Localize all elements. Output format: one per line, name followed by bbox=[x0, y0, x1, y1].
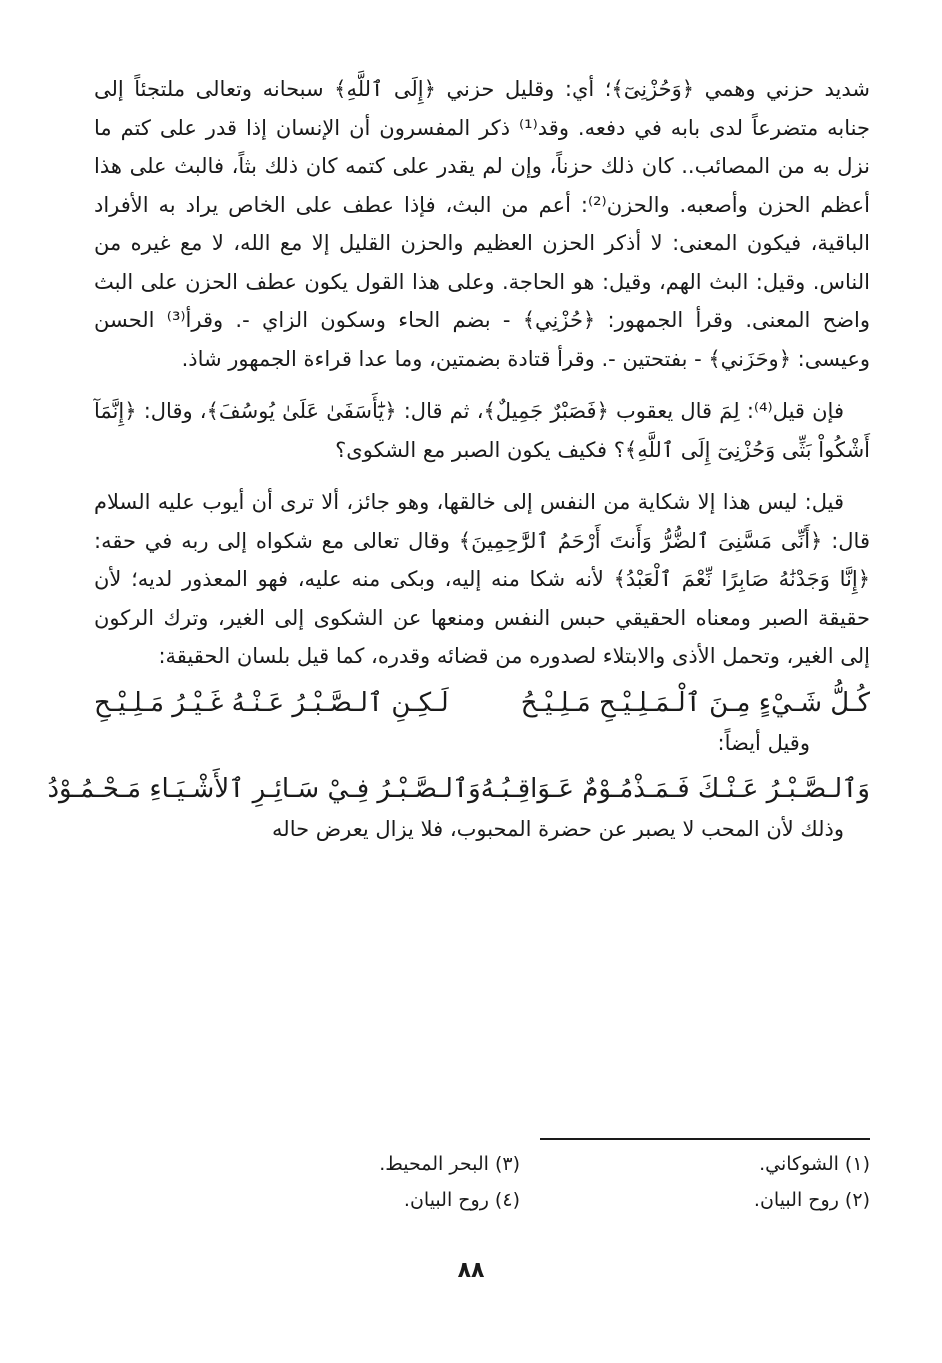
verse-2-first-hemistich: وَٱلـصَّـبْـرُ عَـنْـكَ فَـمَـذْمُـوْمٌ عَـوَاقِـبُـهُ bbox=[480, 773, 870, 804]
footnote-separator bbox=[540, 1138, 870, 1140]
verse-1-first-hemistich: كُـلُّ شَـيْءٍ مِـنَ ٱلْـمَـلِـيْـحِ مَـلِـيْـحُ bbox=[520, 687, 870, 718]
paragraph-3: قيل: ليس هذا إلا شكاية من النفس إلى خالقها، وهو جائز، ألا ترى أن أيوب عليه السلام قال: ﴿أَنِّى مَسَّنِىَ ٱلضُّرُّ وَأَنتَ أَرْحَمُ ٱلرَّٰحِمِينَ﴾ وقال تعالى مع شكواه إلى ربه في حقه: ﴿إِنَّا وَجَدْنَٰهُ صَابِرًا نِّعْمَ ٱلْعَبْدُ﴾ لأنه شكا منه إليه، وبكى منه عليه، فهو المعذور لديه؛ لأن حقيقة الصبر ومعناه الحقيقي حبس النفس ومنعها عن الشكوى إلى الغير، وترك الركون إلى الغير، وتحمل الأذى والابتلاء لصدوره من قضائه وقدره، كما قيل بلسان الحقيقة: bbox=[94, 490, 870, 668]
verse-2-second-hemistich: وَٱلـصَّـبْـرُ فِـيْ سَـائِـرِ ٱلأَشْـيَـاءِ مَـحْـمُـوْدُ bbox=[47, 773, 481, 804]
footnote-3: (٣) البحر المحيط. bbox=[379, 1153, 520, 1175]
verse-1-second-hemistich: لَـكِـنِ ٱلـصَّـبْـرُ عَـنْـهُ غَـيْـرُ مَـلِـيْـحِ bbox=[94, 687, 449, 718]
footnote-1: (١) الشوكاني. bbox=[759, 1153, 870, 1175]
poem-verse-2 bbox=[47, 768, 870, 810]
verse-2-intro: وقيل أيضاً: bbox=[717, 730, 810, 755]
closing-line: وذلك لأن المحب لا يصبر عن حضرة المحبوب، فلا يزال يعرض حاله bbox=[272, 816, 844, 841]
page-number: ٨٨ bbox=[457, 1258, 485, 1283]
footnote-4: (٤) روح البيان. bbox=[403, 1189, 520, 1211]
page-body bbox=[47, 70, 870, 848]
footnote-2: (٢) روح البيان. bbox=[753, 1189, 870, 1211]
paragraph-2: فإن قيل⁽⁴⁾: لِمَ قال يعقوب ﴿فَصَبْرٌ جَمِيلٌ﴾، ثم قال: ﴿يَٰٓأَسَفَىٰ عَلَىٰ يُوسُفَ﴾، وقال: ﴿إِنَّمَآ أَشْكُواْ بَثِّى وَحُزْنِىٓ إِلَى ٱللَّهِ﴾؟ فكيف يكون الصبر مع الشكوى؟ bbox=[94, 399, 870, 462]
paragraph-1: شديد حزني وهمي ﴿وَحُزْنِىٓ﴾؛ أي: وقليل حزني ﴿إِلَى ٱللَّهِ﴾ سبحانه وتعالى ملتجئاً إلى جنابه متضرعاً لدى بابه في دفعه. وقد⁽¹⁾ ذكر المفسرون أن الإنسان إذا قدر على كتم ما نزل به من المصائب.. كان ذلك حزناً، وإن لم يقدر على كتمه كان ذلك بثاً، فالبث على هذا أعظم الحزن وأصعبه. والحزن⁽²⁾: أعم من البث، فإذا عطف على الخاص يراد به الأفراد الباقية، فيكون المعنى: لا أذكر الحزن العظيم والحزن القليل إلا مع الله، لا مع غيره من الناس. وقيل: البث الهم، وقيل: هو الحاجة. وعلى هذا القول يكون عطف الحزن على البث واضح المعنى. وقرأ الجمهور: ﴿حُزْنِي﴾ - بضم الحاء وسكون الزاي -. وقرأ⁽³⁾ الحسن وعيسى: ﴿وحَزَني﴾ - بفتحتين -. وقرأ قتادة بضمتين، وما عدا قراءة الجمهور شاذ. bbox=[94, 77, 870, 371]
poem-verse-1 bbox=[94, 682, 870, 724]
footnotes bbox=[170, 1150, 870, 1214]
